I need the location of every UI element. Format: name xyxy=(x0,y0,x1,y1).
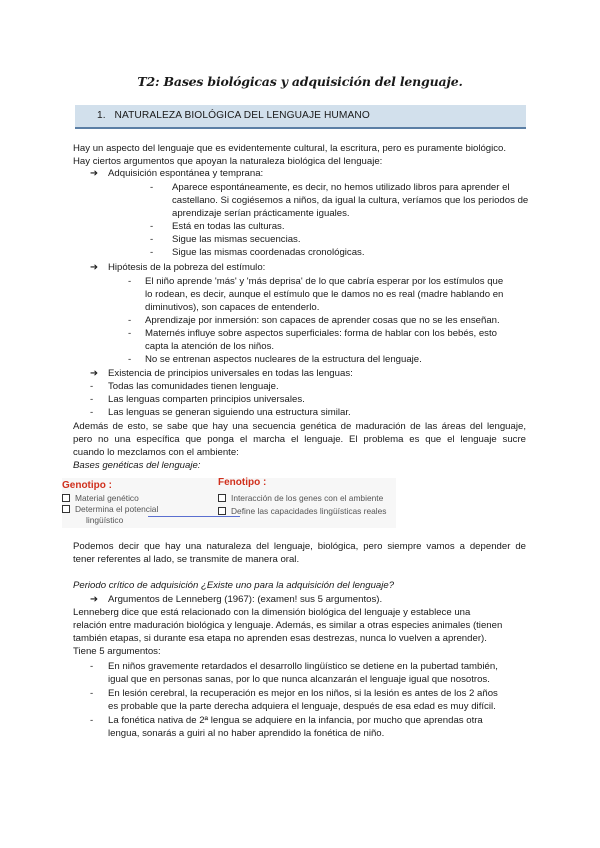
dash-bullet: - xyxy=(150,247,154,258)
list-item-line: castellano. Si cogiésemos a niños, da igual la cultura, veríamos que los periodos de xyxy=(172,195,529,206)
section-heading xyxy=(97,110,370,123)
argument-title: Hipótesis de la pobreza del estímulo: xyxy=(108,262,266,273)
fenotipo-item: Interacción de los genes con el ambiente xyxy=(218,493,383,504)
list-item-line: diminutivos), son capaces de entenderlo. xyxy=(145,302,320,313)
list-item-line: En lesión cerebral, la recuperación es mejor en los niños, si la lesión es antes de los 2 años xyxy=(108,688,498,699)
paragraph-line: tener referentes al lado, se transmite de manera oral. xyxy=(73,554,300,565)
list-item-line: En niños gravemente retardados el desarrollo lingüístico se detiene en la pubertad también, xyxy=(108,661,498,672)
dash-bullet: - xyxy=(128,315,132,326)
argument-title: Adquisición espontánea y temprana: xyxy=(108,168,264,179)
checkbox-icon xyxy=(218,494,226,502)
checkbox-icon xyxy=(62,505,70,513)
section-title: NATURALEZA BIOLÓGICA DEL LENGUAJE HUMANO xyxy=(114,110,370,121)
page-title: T2: Bases biológicas y adquisición del lenguaje. xyxy=(137,74,463,89)
genotipo-item-continued: lingüístico xyxy=(86,515,124,525)
paragraph-line: Podemos decir que hay una naturaleza del lenguaje, biológica, pero siempre vamos a depender de xyxy=(73,541,526,552)
dash-bullet: - xyxy=(150,234,154,245)
list-item-line: aprendizaje serían prácticamente iguales. xyxy=(172,208,350,219)
genetic-heading: Bases genéticas del lenguaje: xyxy=(73,460,201,471)
list-item-line: igual que en personas sanas, por lo que nunca alcanzarán el lenguaje igual que nosotros. xyxy=(108,674,490,685)
arrow-bullet: ➔ xyxy=(90,262,99,273)
dash-bullet: - xyxy=(128,276,132,287)
paragraph-line: relación entre maduración biológica y lenguaje. Además, es similar a otras especies animales (tienen xyxy=(73,620,503,631)
dash-bullet: - xyxy=(128,328,132,339)
arrow-bullet: ➔ xyxy=(90,594,99,605)
dash-bullet: - xyxy=(90,688,94,699)
list-item-line: es probable que la parte derecha adquiera el lenguaje, después de esa edad es muy difícil. xyxy=(108,701,496,712)
section-banner xyxy=(75,105,526,129)
fenotipo-title: Fenotipo : xyxy=(218,477,267,488)
paragraph-line: Además de esto, se sabe que hay una secuencia genética de maduración de las áreas del lenguaje, xyxy=(73,421,526,432)
dash-bullet: - xyxy=(150,182,154,193)
genotype-phenotype-figure xyxy=(62,478,396,528)
list-item-line: Las lenguas se generan siguiendo una estructura similar. xyxy=(108,407,351,418)
arrow-bullet: ➔ xyxy=(90,168,99,179)
genotipo-title: Genotipo : xyxy=(62,480,112,491)
paragraph-line: cuando lo mezclamos con el ambiente: xyxy=(73,447,239,458)
critical-period-heading: Periodo crítico de adquisición ¿Existe uno para la adquisición del lenguaje? xyxy=(73,580,395,591)
checkbox-icon xyxy=(218,507,226,515)
dash-bullet: - xyxy=(150,221,154,232)
list-item-line: lengua, sonarás a guiri al no haber aprendido la fonética de niño. xyxy=(108,728,385,739)
paragraph-line: también etapas, si durante esa etapa no aprenden esas destrezas, nunca lo vuelven a aprender). xyxy=(73,633,487,644)
list-item-line: Maternés influye sobre aspectos superficiales: forma de hablar con los bebés, esto xyxy=(145,328,497,339)
genotipo-item: Determina el potencial xyxy=(62,504,158,515)
list-item-line: El niño aprende 'más' y 'más deprisa' de lo que cabría esperar por los estímulos que xyxy=(145,276,504,287)
list-item-line: La fonética nativa de 2ª lengua se adquiere en la infancia, por mucho que aprendas otra xyxy=(108,715,483,726)
list-item-line: Está en todas las culturas. xyxy=(172,221,285,232)
list-item-line: Todas las comunidades tienen lenguaje. xyxy=(108,381,279,392)
list-item-line: capta la atención de los niños. xyxy=(145,341,275,352)
list-item-line: Aprendizaje por inmersión: son capaces de aprender cosas que no se les enseñan. xyxy=(145,315,500,326)
dash-bullet: - xyxy=(90,661,94,672)
lenneberg-title: Argumentos de Lenneberg (1967): (examen! sus 5 argumentos). xyxy=(108,594,383,605)
list-item-line: Sigue las mismas secuencias. xyxy=(172,234,301,245)
paragraph-line: Lenneberg dice que está relacionado con la dimensión biológica del lenguaje y establece una xyxy=(73,607,471,618)
argument-title: Existencia de principios universales en todas las lenguas: xyxy=(108,368,353,379)
arrow-bullet: ➔ xyxy=(90,368,99,379)
dash-bullet: - xyxy=(90,715,94,726)
intro-line: Hay un aspecto del lenguaje que es evidentemente cultural, la escritura, pero es puramente biológico. xyxy=(73,143,507,154)
intro-line: Hay ciertos argumentos que apoyan la naturaleza biológica del lenguaje: xyxy=(73,155,383,167)
dash-bullet: - xyxy=(90,381,94,392)
list-item-line: No se entrenan aspectos nucleares de la estructura del lenguaje. xyxy=(145,354,422,365)
paragraph-line: pero no una específica que ponga el marcha el lenguaje. El problema es que el lenguaje sucre xyxy=(73,434,526,445)
checkbox-icon xyxy=(62,494,70,502)
dash-bullet: - xyxy=(128,354,132,365)
dash-bullet: - xyxy=(90,407,94,418)
fenotipo-item: Define las capacidades lingüísticas reales xyxy=(218,506,387,517)
list-item-line: Las lenguas comparten principios universales. xyxy=(108,394,305,405)
list-item-line: Sigue las mismas coordenadas cronológicas. xyxy=(172,247,365,258)
list-item-line: Aparece espontáneamente, es decir, no hemos utilizado libros para aprender el xyxy=(172,182,510,193)
list-item-line: lo rodean, es decir, aunque el estímulo que le damos no es real (madre hablando en xyxy=(145,289,504,300)
paragraph-line: Tiene 5 argumentos: xyxy=(73,646,161,657)
genotipo-item: Material genético xyxy=(62,493,139,504)
dash-bullet: - xyxy=(90,394,94,405)
section-number: 1. xyxy=(97,110,106,121)
